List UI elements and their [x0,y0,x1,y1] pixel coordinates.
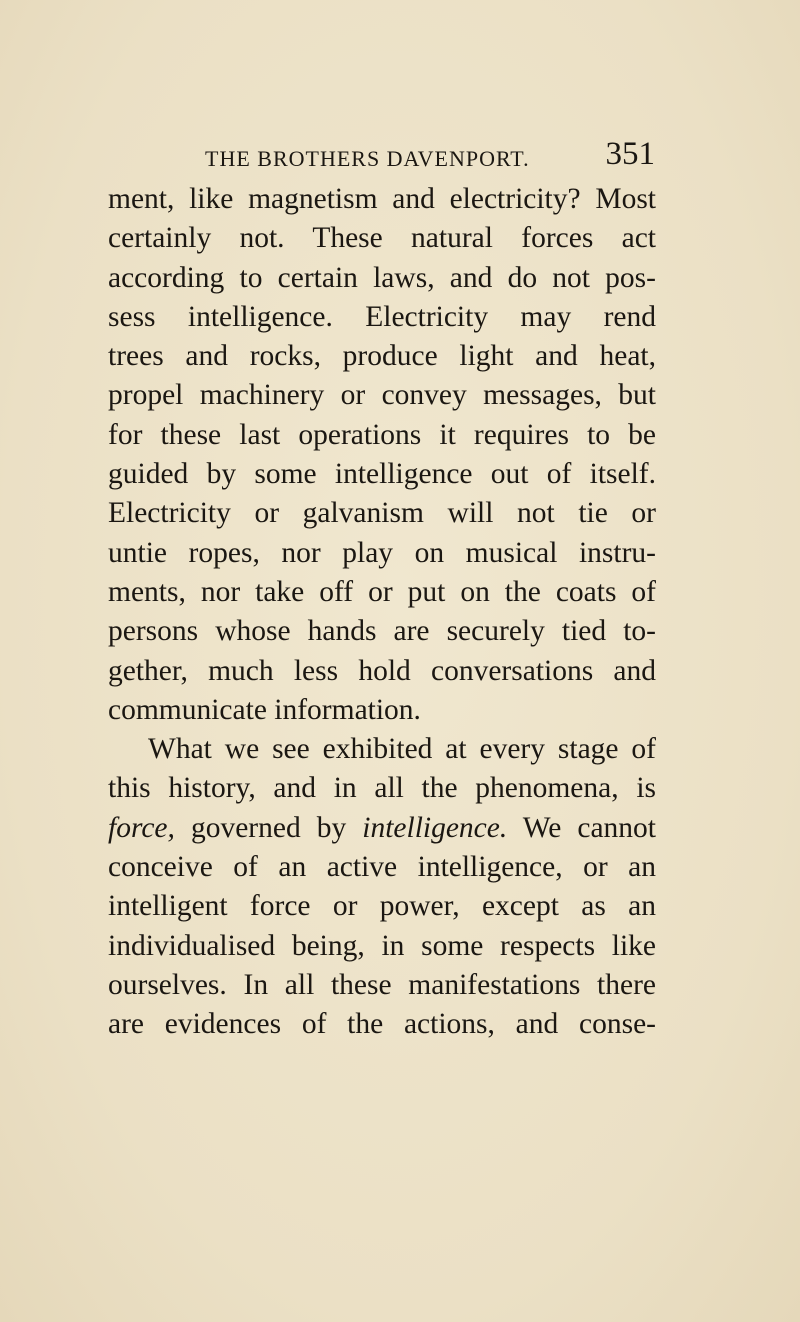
text-line-mixed [108,809,656,848]
text-line: ments, nor take off or put on the coats of [108,575,656,608]
text-line: for these last operations it requires to be [108,418,656,451]
text-line: certainly not. These natural forces act [108,222,656,255]
text-line: gether, much less hold conversations and [108,654,656,687]
text-line: are evidences of the actions, and conse- [108,1008,656,1041]
text-line: intelligent force or power, except as an [108,890,656,923]
page-number: 351 [605,136,655,172]
running-title: THE BROTHERS DAVENPORT. [205,146,530,171]
italic-word-force: force, [108,811,175,844]
text-segment: governed by [174,811,363,844]
text-line: this history, and in all the phenomena, is [108,772,656,805]
text-line: trees and rocks, produce light and heat, [108,340,656,373]
text-line: according to certain laws, and do not pos- [108,261,656,294]
paragraph-start-line: What we see exhibited at every stage of [148,733,656,766]
text-line: propel machinery or convey messages, but [108,379,656,412]
text-line: guided by some intelligence out of itself. [108,458,656,491]
italic-word-intelligence: intelligence. [362,811,508,844]
text-line: persons whose hands are securely tied to- [108,615,656,648]
text-line: untie ropes, nor play on musical instru- [108,536,656,569]
text-line: Electricity or galvanism will not tie or [108,497,656,530]
body-text [108,180,656,1045]
paragraph-end-line: communicate information. [108,693,421,726]
text-line: individualised being, in some respects like [108,929,656,962]
text-line: conceive of an active intelligence, or an [108,851,656,884]
running-head [205,136,655,176]
text-segment: We cannot [507,811,656,844]
text-line: sess intelligence. Electricity may rend [108,300,656,333]
text-line: ourselves. In all these manifestations there [108,968,656,1001]
text-line: ment, like magnetism and electricity? Most [108,183,656,215]
